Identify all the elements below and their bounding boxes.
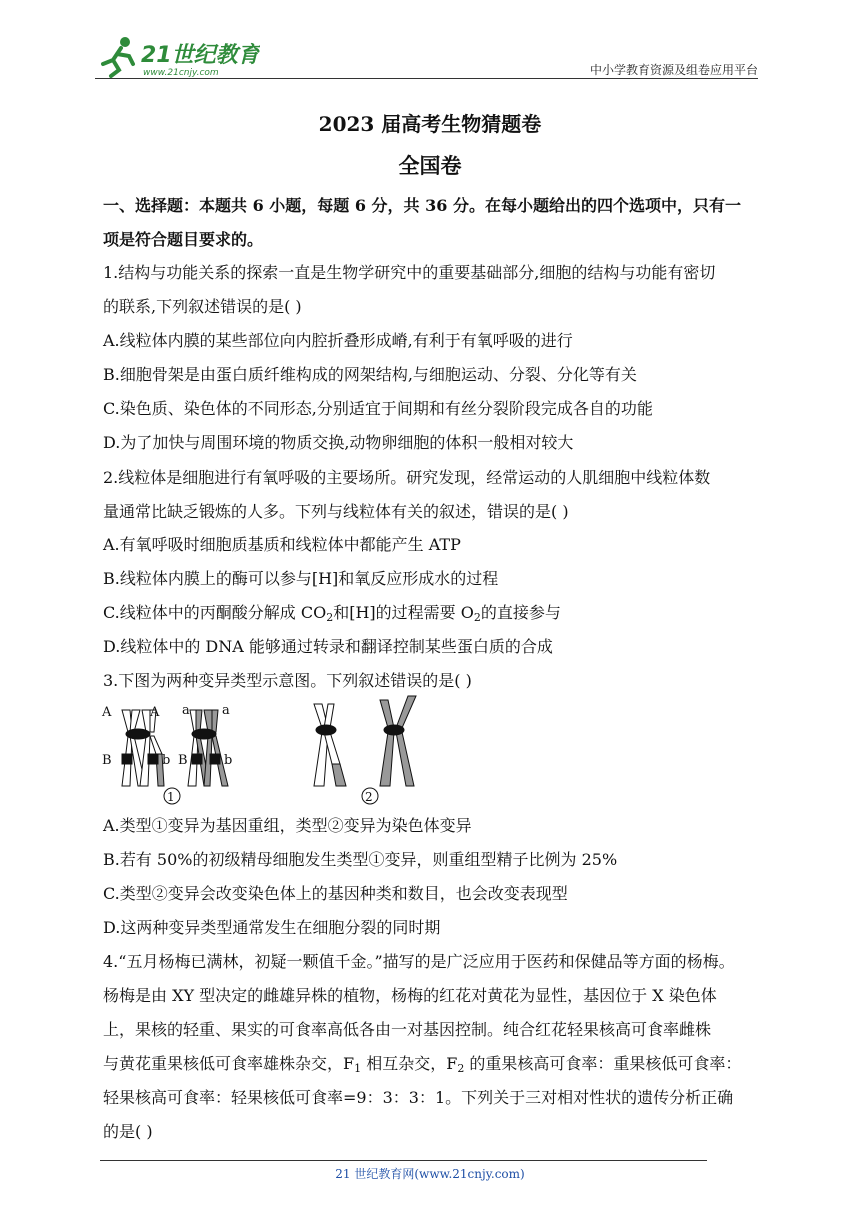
q3-option-a: A.类型①变异为基因重组，类型②变异为染色体变异 [103,816,472,835]
q4-line1: 4.“五月杨梅已满林，初疑一颗值千金。”描写的是广泛应用于医药和保健品等方面的杨梅。 [103,952,735,971]
label-a-right: a [222,703,230,718]
label-two: 2 [365,790,373,804]
logo-url: www.21cnjy.com [143,68,219,78]
q2-option-a: A.有氧呼吸时细胞质基质和线粒体中都能产生 ATP [103,535,461,554]
page-header [95,30,758,78]
section-heading-line2: 项是符合题目要求的。 [103,230,264,249]
section-heading-line1: 一、选择题：本题共 6 小题，每题 6 分，共 36 分。在每小题给出的四个选项中，只有一 [103,196,741,215]
q2-option-d: D.线粒体中的 DNA 能够通过转录和翻译控制某些蛋白质的合成 [103,637,553,656]
footer-divider [100,1160,707,1161]
q1-stem-line1: 1.结构与功能关系的探索一直是生物学研究中的重要基础部分,细胞的结构与功能有密切 [103,263,716,282]
label-b-right: b [224,753,233,768]
label-one: 1 [167,790,175,804]
q1-option-b: B.细胞骨架是由蛋白质纤维构成的网架结构,与细胞运动、分裂、分化等有关 [103,365,637,384]
label-B-right: B [178,753,188,768]
logo [95,34,260,78]
header-tagline: 中小学教育资源及组卷应用平台 [589,63,758,77]
q2-stem-line2: 量通常比缺乏锻炼的人多。下列与线粒体有关的叙述，错误的是( ) [103,502,569,521]
q1-option-a: A.线粒体内膜的某些部位向内腔折叠形成嵴,有利于有氧呼吸的进行 [103,331,573,350]
runner-icon [103,37,133,76]
q1-option-c: C.染色质、染色体的不同形态,分别适宜于间期和有丝分裂阶段完成各自的功能 [103,399,653,418]
q3-stem: 3.下图为两种变异类型示意图。下列叙述错误的是( ) [103,671,472,690]
label-a-left: a [182,703,190,718]
header-divider [95,78,758,79]
q1-option-d: D.为了加快与周围环境的物质交换,动物卵细胞的体积一般相对较大 [103,433,574,452]
q4-line6: 的是( ) [103,1122,153,1141]
q4-line2: 杨梅是由 XY 型决定的雌雄异株的植物，杨梅的红花对黄花为显性，基因位于 X 染色体 [103,986,717,1005]
q1-stem-line2: 的联系,下列叙述错误的是( ) [103,297,302,316]
footer-text: 21 世纪教育网(www.21cnjy.com) [335,1167,525,1181]
label-b-left: b [162,753,171,768]
logo-text: 21世纪教育 [141,43,260,68]
q3-option-d: D.这两种变异类型通常发生在细胞分裂的同时期 [103,918,441,937]
q4-line3: 上，果核的轻重、果实的可食率高低各由一对基因控制。纯合红花轻果核高可食率雌株 [103,1020,712,1039]
q4-line5: 轻果核高可食率：轻果核低可食率=9：3：3：1。下列关于三对相对性状的遗传分析正确 [103,1088,734,1107]
label-A-right: A [150,705,160,720]
q3-option-c: C.类型②变异会改变染色体上的基因种类和数目，也会改变表现型 [103,884,568,903]
page-title: 2023 届高考生物猜题卷 [318,112,542,136]
figure-one [122,710,228,786]
q4-line4: 与黄花重果核低可食率雄株杂交，$F_1$ 相互杂交，$F_2$ 的重果核高可食率：重果核低可食率： [103,1054,742,1075]
page-subtitle: 全国卷 [398,153,462,178]
q2-option-b: B.线粒体内膜上的酶可以参与[H]和氧反应形成水的过程 [103,569,499,588]
figure-two [314,696,416,786]
q3-option-b: B.若有 50%的初级精母细胞发生类型①变异，则重组型精子比例为 25% [103,850,618,869]
label-B-left: B [102,753,112,768]
chromosome-variation-figure [100,694,430,806]
q2-option-c: C.线粒体中的丙酮酸分解成 $CO_2$和[H]的过程需要 $O_2$的直接参与 [103,603,561,624]
q2-stem-line1: 2.线粒体是细胞进行有氧呼吸的主要场所。研究发现，经常运动的人肌细胞中线粒体数 [103,468,711,487]
label-A-left: A [102,705,112,720]
